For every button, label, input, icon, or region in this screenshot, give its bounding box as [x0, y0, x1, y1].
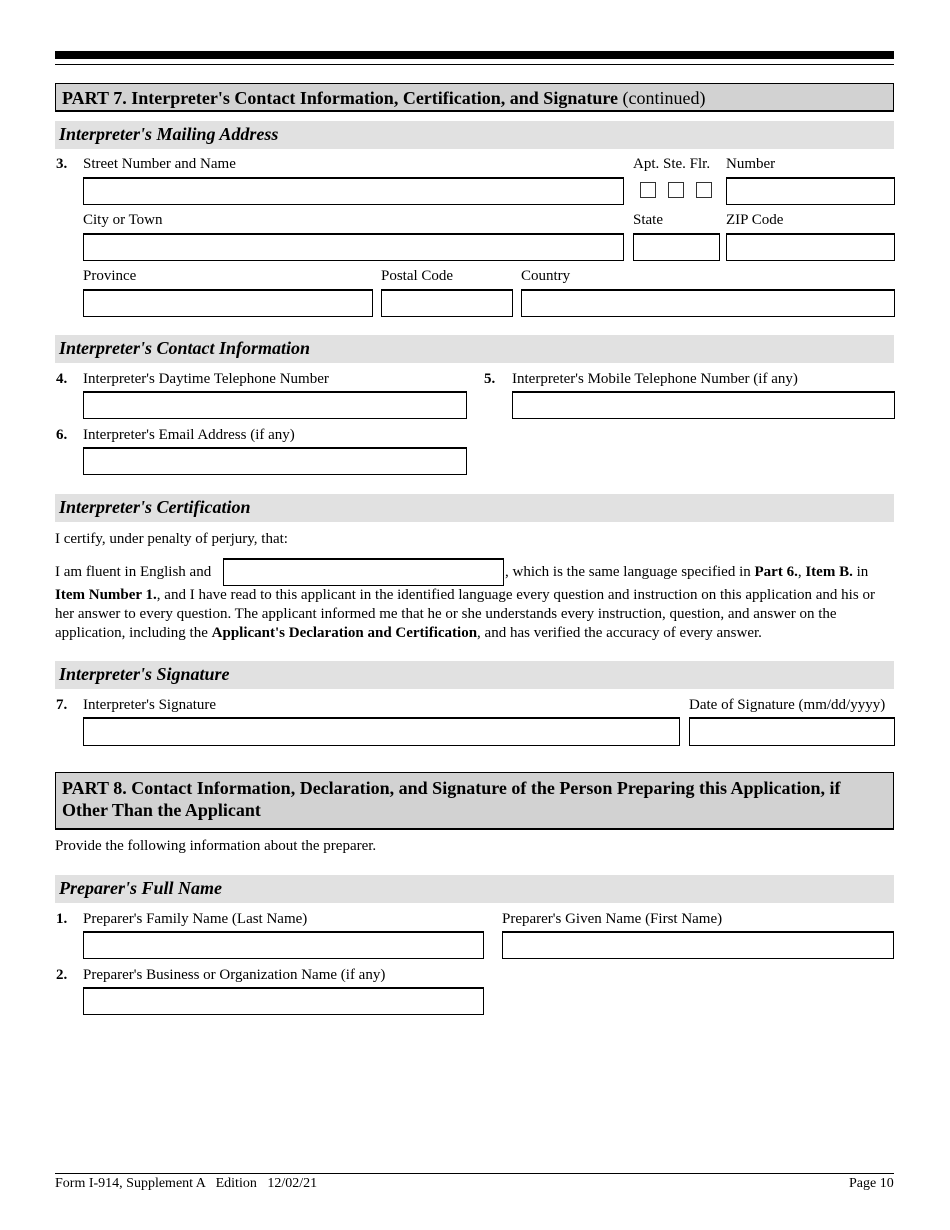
daytime-phone-input[interactable]	[83, 391, 467, 419]
top-rule-thick	[55, 51, 894, 59]
email-label: Interpreter's Email Address (if any)	[83, 427, 295, 443]
apt-checkbox[interactable]	[640, 182, 656, 198]
certification-body2: , and has verified the accuracy of every answer.	[477, 625, 762, 641]
state-label: State	[633, 212, 663, 228]
certification-intro: I certify, under penalty of perjury, that:	[55, 531, 288, 547]
part7-continued: (continued)	[622, 88, 706, 108]
certification-body1: , and I have read to this applicant in the identified language every question and instruction on this application and his or her answer to every question. The applicant informed me that he or she understands every instruction, question, and answer on the application, including the	[55, 587, 875, 641]
certification-paragraph	[55, 586, 895, 643]
declaration-ref: Applicant's Declaration and Certification	[211, 625, 478, 641]
postal-code-input[interactable]	[381, 289, 513, 317]
province-input[interactable]	[83, 289, 373, 317]
city-input[interactable]	[83, 233, 624, 261]
item-number-3: 3.	[56, 156, 68, 172]
comma: ,	[797, 564, 802, 580]
country-label: Country	[521, 268, 571, 284]
street-input[interactable]	[83, 177, 624, 205]
section-preparer-name	[55, 875, 894, 903]
item-number-1-ref: Item Number 1.	[55, 587, 157, 603]
email-input[interactable]	[83, 447, 467, 475]
mobile-phone-label: Interpreter's Mobile Telephone Number (if any)	[512, 371, 798, 387]
family-name-input[interactable]	[83, 931, 484, 959]
part7-header	[55, 83, 894, 112]
item-number-6: 6.	[56, 427, 68, 443]
apt-ste-flr-label: Apt. Ste. Flr.	[633, 156, 711, 172]
section-mailing-heading: Interpreter's Mailing Address	[59, 124, 279, 144]
country-input[interactable]	[521, 289, 895, 317]
state-select[interactable]	[633, 233, 720, 261]
zip-input[interactable]	[726, 233, 895, 261]
city-label: City or Town	[83, 212, 163, 228]
mobile-phone-input[interactable]	[512, 391, 895, 419]
footer-rule	[55, 1173, 894, 1174]
family-name-label: Preparer's Family Name (Last Name)	[83, 911, 308, 927]
section-signature-heading: Interpreter's Signature	[59, 664, 230, 684]
signature-input[interactable]	[83, 717, 680, 746]
fluent-prefix: I am fluent in English and	[55, 564, 212, 580]
section-certification-heading: Interpreter's Certification	[59, 497, 251, 517]
section-contact-heading: Interpreter's Contact Information	[59, 338, 311, 358]
postal-code-label: Postal Code	[381, 268, 454, 284]
part6-ref: Part 6.	[754, 564, 798, 580]
zip-label: ZIP Code	[726, 212, 784, 228]
section-contact-info	[55, 335, 894, 363]
street-label: Street Number and Name	[83, 156, 236, 172]
part8-intro: Provide the following information about the preparer.	[55, 838, 377, 854]
item-number-1: 1.	[56, 911, 68, 927]
apt-number-input[interactable]	[726, 177, 895, 205]
date-of-signature-label: Date of Signature (mm/dd/yyyy)	[689, 697, 886, 713]
in-word: in	[856, 564, 869, 580]
section-preparer-heading: Preparer's Full Name	[59, 878, 223, 898]
footer-page-number: Page 10	[849, 1176, 894, 1191]
ste-checkbox[interactable]	[668, 182, 684, 198]
fluent-suffix: , which is the same language specified in	[505, 564, 751, 580]
item-number-7: 7.	[56, 697, 68, 713]
item-number-4: 4.	[56, 371, 68, 387]
top-rule-thin	[55, 64, 894, 65]
footer-form-id: Form I-914, Supplement A Edition 12/02/21	[55, 1176, 318, 1191]
signature-label: Interpreter's Signature	[83, 697, 217, 713]
number-label: Number	[726, 156, 776, 172]
date-of-signature-input[interactable]	[689, 717, 895, 746]
item-number-5: 5.	[484, 371, 496, 387]
part8-title: PART 8. Contact Information, Declaration, and Signature of the Person Preparing this Application, if Other Than the Applicant	[62, 778, 841, 820]
part8-header	[55, 772, 894, 830]
item-number-2: 2.	[56, 967, 68, 983]
business-name-input[interactable]	[83, 987, 484, 1015]
part7-title: PART 7. Interpreter's Contact Information, Certification, and Signature	[62, 88, 618, 108]
itemB-ref: Item B.	[805, 564, 853, 580]
language-input[interactable]	[223, 558, 504, 586]
business-name-label: Preparer's Business or Organization Name (if any)	[83, 967, 386, 983]
given-name-input[interactable]	[502, 931, 894, 959]
province-label: Province	[83, 268, 137, 284]
given-name-label: Preparer's Given Name (First Name)	[502, 911, 723, 927]
flr-checkbox[interactable]	[696, 182, 712, 198]
section-mailing-address	[55, 121, 894, 149]
daytime-phone-label: Interpreter's Daytime Telephone Number	[83, 371, 329, 387]
section-signature	[55, 661, 894, 689]
section-certification	[55, 494, 894, 522]
fluent-suffix-line	[505, 564, 868, 581]
